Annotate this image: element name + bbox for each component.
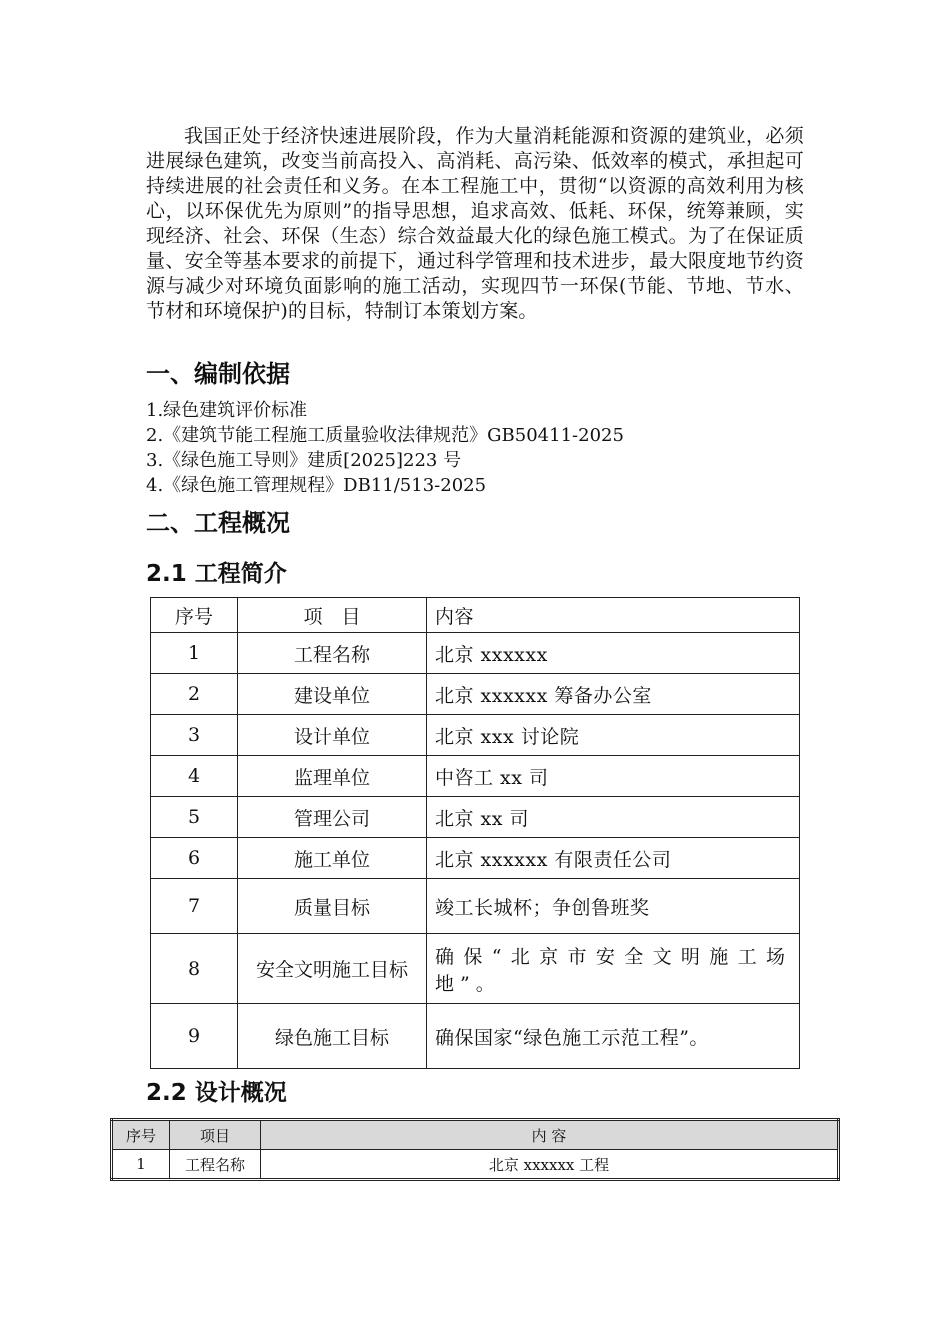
cell-content: 北京 xxx 讨论院: [427, 715, 800, 756]
cell-index: 3: [151, 715, 238, 756]
table-row: [151, 934, 800, 1004]
cell-item: 工程名称: [238, 633, 427, 674]
table-row: [151, 1004, 800, 1069]
table-row: [151, 838, 800, 879]
header-cell-item: 项 目: [238, 598, 427, 633]
header-cell-item: 项目: [170, 1120, 261, 1150]
cell-item: 工程名称: [170, 1150, 261, 1180]
table-row: [112, 1150, 839, 1180]
cell-item: 安全文明施工目标: [238, 934, 427, 1004]
cell-content: 北京 xxxxxx 工程: [261, 1150, 839, 1180]
basis-item: 2.《建筑节能工程施工质量验收法律规范》GB50411-2025: [146, 425, 624, 446]
cell-item: 管理公司: [238, 797, 427, 838]
cell-content: 北京 xxxxxx 筹备办公室: [427, 674, 800, 715]
table-header-row: [151, 598, 800, 633]
basis-item: 1.绿色建筑评价标准: [146, 400, 308, 421]
header-cell-index: 序号: [112, 1120, 170, 1150]
table-row: [151, 633, 800, 674]
cell-item: 质量目标: [238, 879, 427, 934]
section-title-overview: 二、工程概况: [146, 509, 290, 537]
cell-content: 北京 xxxxxx: [427, 633, 800, 674]
project-intro-table: [150, 597, 800, 1069]
header-cell-content: 内 容: [261, 1120, 839, 1150]
cell-content: 确保国家“绿色施工示范工程”。: [427, 1004, 800, 1069]
cell-item: 施工单位: [238, 838, 427, 879]
cell-index: 2: [151, 674, 238, 715]
table-header-row: [112, 1120, 839, 1150]
subsection-title-intro: 2.1 工程简介: [146, 561, 287, 587]
table-row: [151, 879, 800, 934]
basis-item: 4.《绿色施工管理规程》DB11/513-2025: [146, 475, 487, 496]
cell-index: 4: [151, 756, 238, 797]
table-row: [151, 756, 800, 797]
table-row: [151, 674, 800, 715]
cell-index: 5: [151, 797, 238, 838]
cell-index: 6: [151, 838, 238, 879]
cell-index: 8: [151, 934, 238, 1004]
cell-content: 中咨工 xx 司: [427, 756, 800, 797]
cell-index: 7: [151, 879, 238, 934]
section-title-basis: 一、编制依据: [146, 360, 290, 388]
cell-item: 绿色施工目标: [238, 1004, 427, 1069]
cell-item: 建设单位: [238, 674, 427, 715]
cell-content: 确保“北京市安全文明施工场地”。: [427, 934, 800, 1004]
cell-content: 北京 xx 司: [427, 797, 800, 838]
design-overview-table: [110, 1118, 840, 1181]
header-cell-index: 序号: [151, 598, 238, 633]
basis-list: [146, 398, 624, 498]
header-cell-content: 内容: [427, 598, 800, 633]
cell-item: 监理单位: [238, 756, 427, 797]
cell-index: 1: [151, 633, 238, 674]
table-row: [151, 797, 800, 838]
cell-content: 竣工长城杯；争创鲁班奖: [427, 879, 800, 934]
cell-index: 9: [151, 1004, 238, 1069]
subsection-title-design: 2.2 设计概况: [146, 1080, 287, 1106]
cell-item: 设计单位: [238, 715, 427, 756]
cell-index: 1: [112, 1150, 170, 1180]
table-row: [151, 715, 800, 756]
intro-paragraph: 我国正处于经济快速进展阶段，作为大量消耗能源和资源的建筑业，必须进展绿色建筑，改变当前高投入、高消耗、高污染、低效率的模式，承担起可持续进展的社会责任和义务。在本工程施工中，贯彻“以资源的高效利用为核心，以环保优先为原则”的指导思想，追求高效、低耗、环保，统筹兼顾，实现经济、社会、环保（生态）综合效益最大化的绿色施工模式。为了在保证质量、安全等基本要求的前提下，通过科学管理和技术进步，最大限度地节约资源与减少对环境负面影响的施工活动，实现四节一环保(节能、节地、节水、节材和环境保护)的目标，特制订本策划方案。: [146, 125, 804, 322]
cell-content: 北京 xxxxxx 有限责任公司: [427, 838, 800, 879]
basis-item: 3.《绿色施工导则》建质[2025]223 号: [146, 450, 462, 471]
